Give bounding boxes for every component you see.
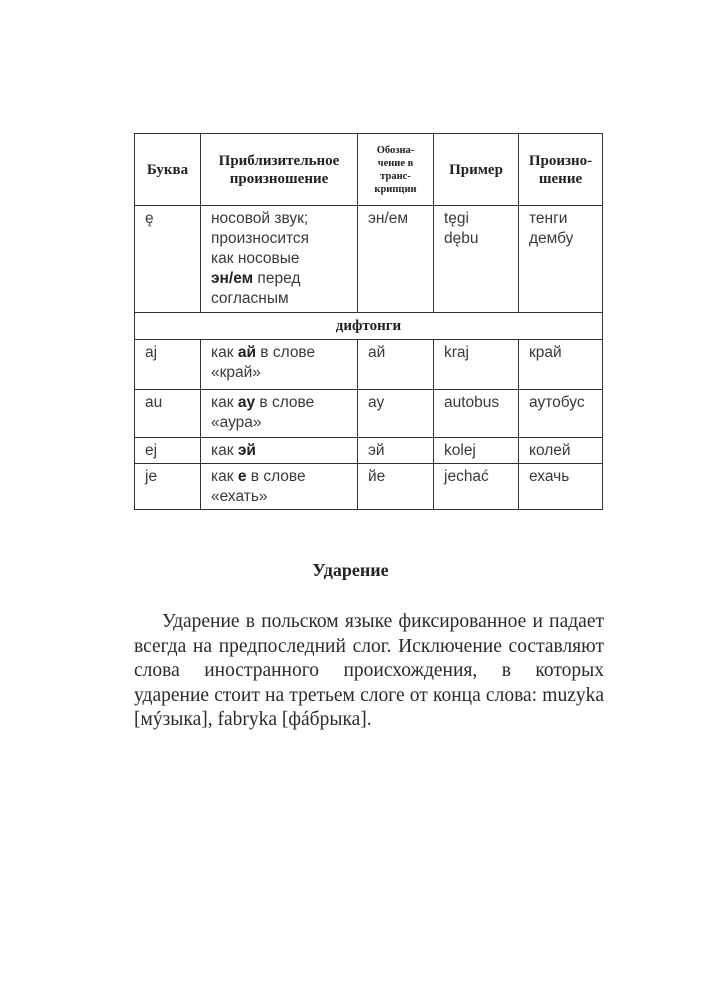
pronunciation-table xyxy=(134,133,603,510)
desc-line xyxy=(211,393,349,413)
desc-text: в слове xyxy=(256,344,316,361)
desc-text: в слове xyxy=(255,394,315,411)
desc-bold: е xyxy=(237,468,247,485)
table-row xyxy=(135,464,603,510)
desc-text: в слове xyxy=(246,468,306,485)
cell-letter: ej xyxy=(135,438,201,464)
desc-text: как xyxy=(211,442,238,459)
cell-letter: je xyxy=(135,464,201,510)
table-row xyxy=(135,206,603,313)
desc-bold: ай xyxy=(237,344,256,361)
desc-text: перед xyxy=(253,270,301,287)
cell-pronunciation: край xyxy=(519,340,603,390)
desc-line xyxy=(211,467,349,487)
header-line: шение xyxy=(538,170,583,187)
desc-line xyxy=(211,269,349,289)
cell-example: kraj xyxy=(434,340,519,390)
desc-line: произносится xyxy=(211,230,310,247)
desc-text: как xyxy=(211,344,238,361)
cell-letter: au xyxy=(135,390,201,438)
cell-pronunciation: колей xyxy=(519,438,603,464)
section-row xyxy=(135,313,603,340)
section-diphthongs: дифтонги xyxy=(135,313,603,340)
table-header-row xyxy=(135,134,603,206)
cell-description xyxy=(201,390,358,438)
table-row xyxy=(135,340,603,390)
desc-line: носовой звук; xyxy=(211,210,309,227)
desc-line: «край» xyxy=(211,364,261,381)
desc-line: как носовые xyxy=(211,250,300,267)
example-line: tęgi xyxy=(444,210,469,227)
desc-line xyxy=(211,441,349,461)
header-example: Пример xyxy=(434,134,519,206)
section-heading: Ударение xyxy=(312,560,389,580)
body-paragraph: Ударение в польском языке фиксированное и падает всегда на предпоследний слог. Исключение составляют слова иностранного происхождения, в которых ударение стоит на третьем слоге от конца слова: muzyka [мýзыка], fabryka [фáбрыка]. xyxy=(134,611,604,730)
cell-pronunciation: аутобус xyxy=(519,390,603,438)
cell-description xyxy=(201,464,358,510)
header-line: произношение xyxy=(229,170,329,187)
header-line: транс- xyxy=(380,170,411,182)
desc-bold: эн/ем xyxy=(211,270,254,287)
header-line: Произно- xyxy=(528,152,593,169)
cell-pronunciation xyxy=(519,206,603,313)
desc-bold: эй xyxy=(237,442,256,459)
table-row xyxy=(135,438,603,464)
cell-pronunciation: ехачь xyxy=(519,464,603,510)
cell-transcription: ай xyxy=(358,340,434,390)
desc-line xyxy=(211,343,349,363)
pron-line: дембу xyxy=(529,230,574,247)
cell-example: autobus xyxy=(434,390,519,438)
pron-line: тенги xyxy=(529,210,568,227)
cell-example: jechać xyxy=(434,464,519,510)
desc-text: как xyxy=(211,394,238,411)
cell-transcription: эй xyxy=(358,438,434,464)
header-line: крипции xyxy=(374,183,417,195)
header-line: Приблизительное xyxy=(218,152,340,169)
cell-example: kolej xyxy=(434,438,519,464)
header-pronounce xyxy=(519,134,603,206)
cell-transcription: эн/ем xyxy=(358,206,434,313)
desc-bold: ау xyxy=(237,394,256,411)
header-letter: Буква xyxy=(135,134,201,206)
desc-line: согласным xyxy=(211,290,289,307)
example-line: dębu xyxy=(444,230,479,247)
cell-description xyxy=(201,340,358,390)
cell-letter: aj xyxy=(135,340,201,390)
cell-transcription: ау xyxy=(358,390,434,438)
header-pronunciation xyxy=(201,134,358,206)
cell-description xyxy=(201,206,358,313)
cell-letter: ę xyxy=(135,206,201,313)
table-row xyxy=(135,390,603,438)
header-transcription xyxy=(358,134,434,206)
cell-description xyxy=(201,438,358,464)
cell-example xyxy=(434,206,519,313)
desc-line: «аура» xyxy=(211,414,262,431)
header-line: Обозна- xyxy=(376,144,415,156)
desc-text: как xyxy=(211,468,238,485)
cell-transcription: йе xyxy=(358,464,434,510)
header-line: чение в xyxy=(377,157,414,169)
desc-line: «ехать» xyxy=(211,488,268,505)
